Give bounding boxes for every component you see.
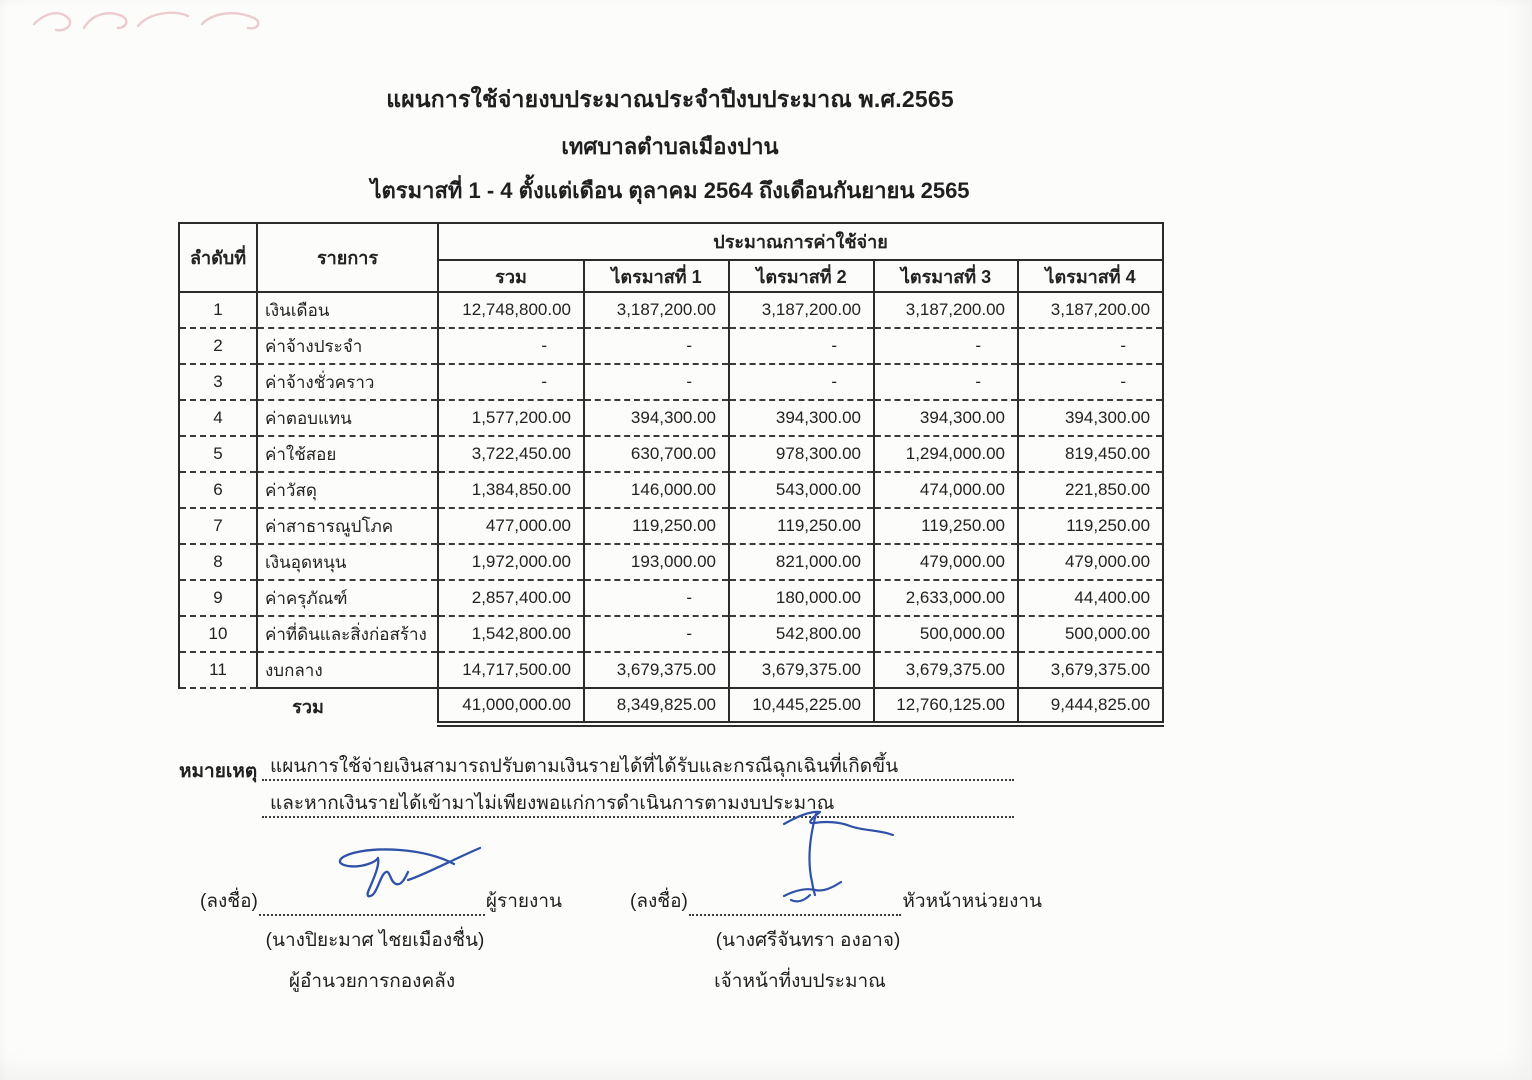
row-q2: - [729,364,874,400]
table-row [179,328,1163,364]
row-q3: 394,300.00 [874,400,1018,436]
header-col-q1: ไตรมาสที่ 1 [584,260,729,292]
row-no: 5 [179,436,257,472]
row-q4: 119,250.00 [1018,508,1163,544]
total-q2: 10,445,225.00 [729,688,874,724]
row-q4: 819,450.00 [1018,436,1163,472]
row-total: 1,577,200.00 [438,400,584,436]
signature-dotted-line [259,896,485,916]
row-total: - [438,328,584,364]
table-row [179,616,1163,652]
row-q3: 474,000.00 [874,472,1018,508]
table-row [179,364,1163,400]
row-q1: 3,679,375.00 [584,652,729,688]
row-q1: 394,300.00 [584,400,729,436]
row-item: เงินเดือน [257,292,438,328]
row-total: 1,384,850.00 [438,472,584,508]
row-no: 8 [179,544,257,580]
note-line-1: แผนการใช้จ่ายเงินสามารถปรับตามเงินรายได้ที่ได้รับและกรณีฉุกเฉินที่เกิดขึ้น [262,751,1014,781]
row-item: ค่าตอบแทน [257,400,438,436]
row-item: เงินอุดหนุน [257,544,438,580]
signature-line-left [200,886,562,916]
row-no: 4 [179,400,257,436]
row-q4: 479,000.00 [1018,544,1163,580]
row-q3: 3,679,375.00 [874,652,1018,688]
row-q4: 3,187,200.00 [1018,292,1163,328]
header-col-item: รายการ [257,223,438,292]
row-no: 2 [179,328,257,364]
table-row [179,472,1163,508]
row-total: 14,717,500.00 [438,652,584,688]
header-col-q2: ไตรมาสที่ 2 [729,260,874,292]
row-q2: 821,000.00 [729,544,874,580]
table-row [179,580,1163,616]
period-subtitle: ไตรมาสที่ 1 - 4 ตั้งแต่เดือน ตุลาคม 2564 ถึงเดือนกันยายน 2565 [370,178,970,203]
row-q2: 3,187,200.00 [729,292,874,328]
row-q4: 394,300.00 [1018,400,1163,436]
table-row [179,436,1163,472]
row-q3: 2,633,000.00 [874,580,1018,616]
row-q4: 3,679,375.00 [1018,652,1163,688]
note-line-2: และหากเงินรายได้เข้ามาไม่เพียงพอแก่การดำเนินการตามงบประมาณ [262,788,1014,818]
document-titles [178,82,1162,208]
row-q3: 3,187,200.00 [874,292,1018,328]
row-q3: 500,000.00 [874,616,1018,652]
row-q1: 3,187,200.00 [584,292,729,328]
row-q2: 978,300.00 [729,436,874,472]
row-item: งบกลาง [257,652,438,688]
signature-dotted-line [689,896,901,916]
budget-table [178,222,1164,727]
row-q3: 479,000.00 [874,544,1018,580]
total-q1: 8,349,825.00 [584,688,729,724]
header-col-group: ประมาณการค่าใช้จ่าย [438,223,1163,260]
row-total: 1,542,800.00 [438,616,584,652]
document-title: แผนการใช้จ่ายงบประมาณประจำปีงบประมาณ พ.ศ.2565 [386,86,954,112]
header-col-total: รวม [438,260,584,292]
row-total: 2,857,400.00 [438,580,584,616]
row-q4: - [1018,364,1163,400]
signature-role: หัวหน้าหน่วยงาน [902,891,1042,912]
row-item: ค่าที่ดินและสิ่งก่อสร้าง [257,616,438,652]
row-q1: 146,000.00 [584,472,729,508]
signer-name-right: (นางศรีจันทรา องอาจ) [715,930,901,951]
header-col-no: ลำดับที่ [179,223,257,292]
row-no: 9 [179,580,257,616]
row-total: 3,722,450.00 [438,436,584,472]
row-q1: - [584,580,729,616]
row-q4: 500,000.00 [1018,616,1163,652]
row-q2: 543,000.00 [729,472,874,508]
row-item: ค่าครุภัณฑ์ [257,580,438,616]
row-total: 1,972,000.00 [438,544,584,580]
row-total: 477,000.00 [438,508,584,544]
row-q1: 630,700.00 [584,436,729,472]
total-q3: 12,760,125.00 [874,688,1018,724]
total-q4: 9,444,825.00 [1018,688,1163,724]
budget-table-container [178,222,1164,727]
row-q2: 542,800.00 [729,616,874,652]
row-q4: 44,400.00 [1018,580,1163,616]
signature-prefix: (ลงชื่อ) [200,891,258,912]
table-row [179,400,1163,436]
row-no: 7 [179,508,257,544]
row-q2: 394,300.00 [729,400,874,436]
organization-name: เทศบาลตำบลเมืองปาน [561,134,779,159]
row-q3: - [874,328,1018,364]
row-item: ค่าสาธารณูปโภค [257,508,438,544]
row-q3: 1,294,000.00 [874,436,1018,472]
row-q1: - [584,616,729,652]
row-no: 6 [179,472,257,508]
row-q2: 119,250.00 [729,508,874,544]
row-item: ค่าใช้สอย [257,436,438,472]
total-label: รวม [292,697,324,717]
row-q1: 193,000.00 [584,544,729,580]
row-q4: 221,850.00 [1018,472,1163,508]
row-item: ค่าจ้างชั่วคราว [257,364,438,400]
row-q3: 119,250.00 [874,508,1018,544]
row-q2: - [729,328,874,364]
signer-position-left: ผู้อำนวยการกองคลัง [288,971,456,992]
total-sum: 41,000,000.00 [438,688,584,724]
row-no: 11 [179,652,257,688]
row-q1: - [584,364,729,400]
row-q3: - [874,364,1018,400]
row-q1: - [584,328,729,364]
table-row [179,652,1163,688]
table-total-row [179,688,1163,724]
signer-name-left: (นางปิยะมาศ ไชยเมืองชื่น) [265,930,485,951]
signature-prefix: (ลงชื่อ) [630,891,688,912]
table-row [179,508,1163,544]
row-no: 10 [179,616,257,652]
signature-line-right [630,886,1042,916]
header-col-q3: ไตรมาสที่ 3 [874,260,1018,292]
signer-position-right: เจ้าหน้าที่งบประมาณ [714,971,886,992]
row-no: 1 [179,292,257,328]
header-col-q4: ไตรมาสที่ 4 [1018,260,1163,292]
signature-role: ผู้รายงาน [485,891,562,912]
row-q1: 119,250.00 [584,508,729,544]
table-row [179,544,1163,580]
note-label: หมายเหตุ [179,761,258,782]
row-q2: 3,679,375.00 [729,652,874,688]
row-item: ค่าจ้างประจำ [257,328,438,364]
row-q2: 180,000.00 [729,580,874,616]
table-row [179,292,1163,328]
red-pen-mark-icon [26,2,276,46]
row-item: ค่าวัสดุ [257,472,438,508]
row-total: 12,748,800.00 [438,292,584,328]
row-q4: - [1018,328,1163,364]
row-total: - [438,364,584,400]
row-no: 3 [179,364,257,400]
